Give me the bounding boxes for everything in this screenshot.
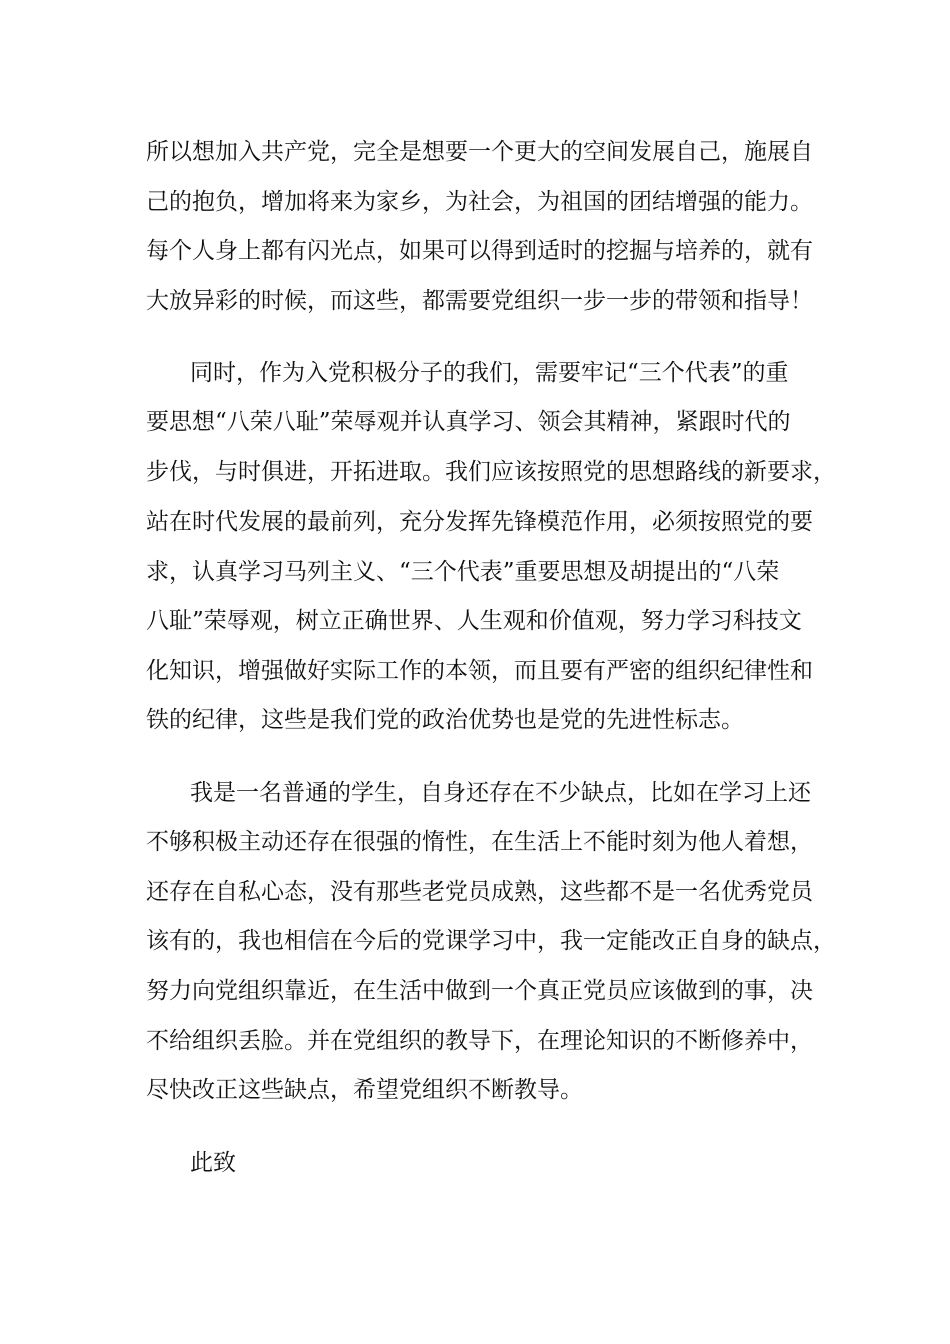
text-line: 步伐，与时俱进，开拓进取。我们应该按照党的思想路线的新要求，: [146, 459, 836, 485]
text-line: 该有的，我也相信在今后的党课学习中，我一定能改正自身的缺点，: [146, 928, 836, 954]
text-line: 不给组织丢脸。并在党组织的教导下，在理论知识的不断修养中，: [146, 1028, 813, 1054]
text-line: 求，认真学习马列主义、“三个代表”重要思想及胡提出的“八荣: [146, 559, 780, 585]
text-line: 还存在自私心态，没有那些老党员成熟，这些都不是一名优秀党员: [146, 879, 813, 905]
text-line: 所以想加入共产党，完全是想要一个更大的空间发展自己，施展自: [146, 139, 813, 165]
text-line: 化知识，增强做好实际工作的本领，而且要有严密的组织纪律性和: [146, 658, 813, 684]
text-line: 大放异彩的时候，而这些，都需要党组织一步一步的带领和指导！: [146, 288, 813, 314]
text-line: 己的抱负，增加将来为家乡，为社会，为祖国的团结增强的能力。: [146, 189, 813, 215]
text-line: 站在时代发展的最前列，充分发挥先锋模范作用，必须按照党的要: [146, 509, 813, 535]
text-line: 努力向党组织靠近，在生活中做到一个真正党员应该做到的事，决: [146, 978, 813, 1004]
text-line: 八耻”荣辱观，树立正确世界、人生观和价值观，努力学习科技文: [146, 608, 802, 634]
text-line: 要思想“八荣八耻”荣辱观并认真学习、领会其精神，紧跟时代的: [146, 409, 791, 435]
text-line: 尽快改正这些缺点，希望党组织不断教导。: [146, 1077, 583, 1103]
text-line: 此致: [190, 1150, 236, 1176]
text-line: 铁的纪律，这些是我们党的政治优势也是党的先进性标志。: [146, 707, 744, 733]
text-line: 每个人身上都有闪光点，如果可以得到适时的挖掘与培养的，就有: [146, 238, 813, 264]
text-line: 同时，作为入党积极分子的我们，需要牢记“三个代表”的重: [190, 360, 789, 386]
text-line: 我是一名普通的学生，自身还存在不少缺点，比如在学习上还: [190, 780, 811, 806]
text-line: 不够积极主动还存在很强的惰性，在生活上不能时刻为他人着想，: [146, 829, 813, 855]
